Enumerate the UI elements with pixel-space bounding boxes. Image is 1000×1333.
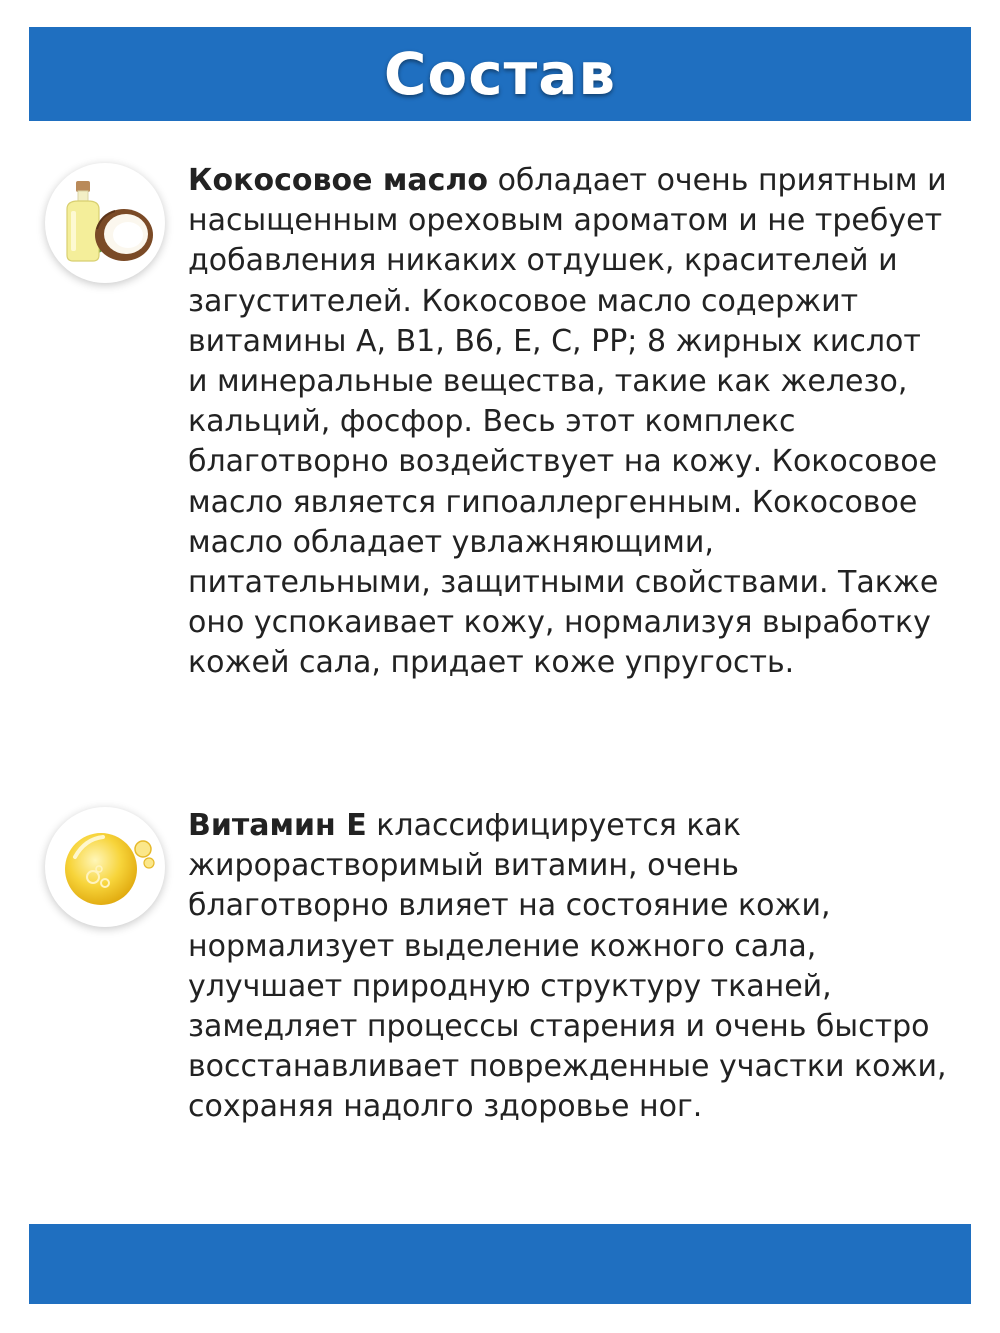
vitamin-e-term: Витамин Е — [188, 808, 367, 843]
page-title: Состав — [383, 40, 617, 108]
vitamin-e-drop-icon — [45, 807, 165, 927]
header-banner — [29, 27, 971, 121]
coconut-oil-description — [188, 161, 948, 684]
vitamin-e-text: классифицируется как жирорастворимый витамин, очень благотворно влияет на состояние кожи, нормализует выделение кожного сала, улучшает природную структуру тканей, замедляет процессы старения и очень быстро восстанавливает поврежденные участки кожи, сохраняя надолго здоровье ног. — [188, 808, 947, 1125]
coconut-oil-text: обладает очень приятным и насыщенным ореховым ароматом и не требует добавления никаких отдушек, красителей и загустителей. Кокосовое масло содержит витамины А, В1, В6, Е, С, РР; 8 жирных кислот и минеральные вещества, такие как железо, кальций, фосфор. Весь этот комплекс благотворно воздействует на кожу. Кокосовое масло является гипоаллергенным. Кокосовое масло обладает увлажняющими, питательными, защитными свойствами. Также оно успокаивает кожу, нормализуя выработку кожей сала, придает коже упругость. — [188, 163, 947, 681]
coconut-oil-term: Кокосовое масло — [188, 163, 489, 198]
coconut-oil-icon — [45, 163, 165, 283]
vitamin-e-description — [188, 806, 948, 1128]
footer-banner — [29, 1224, 971, 1304]
